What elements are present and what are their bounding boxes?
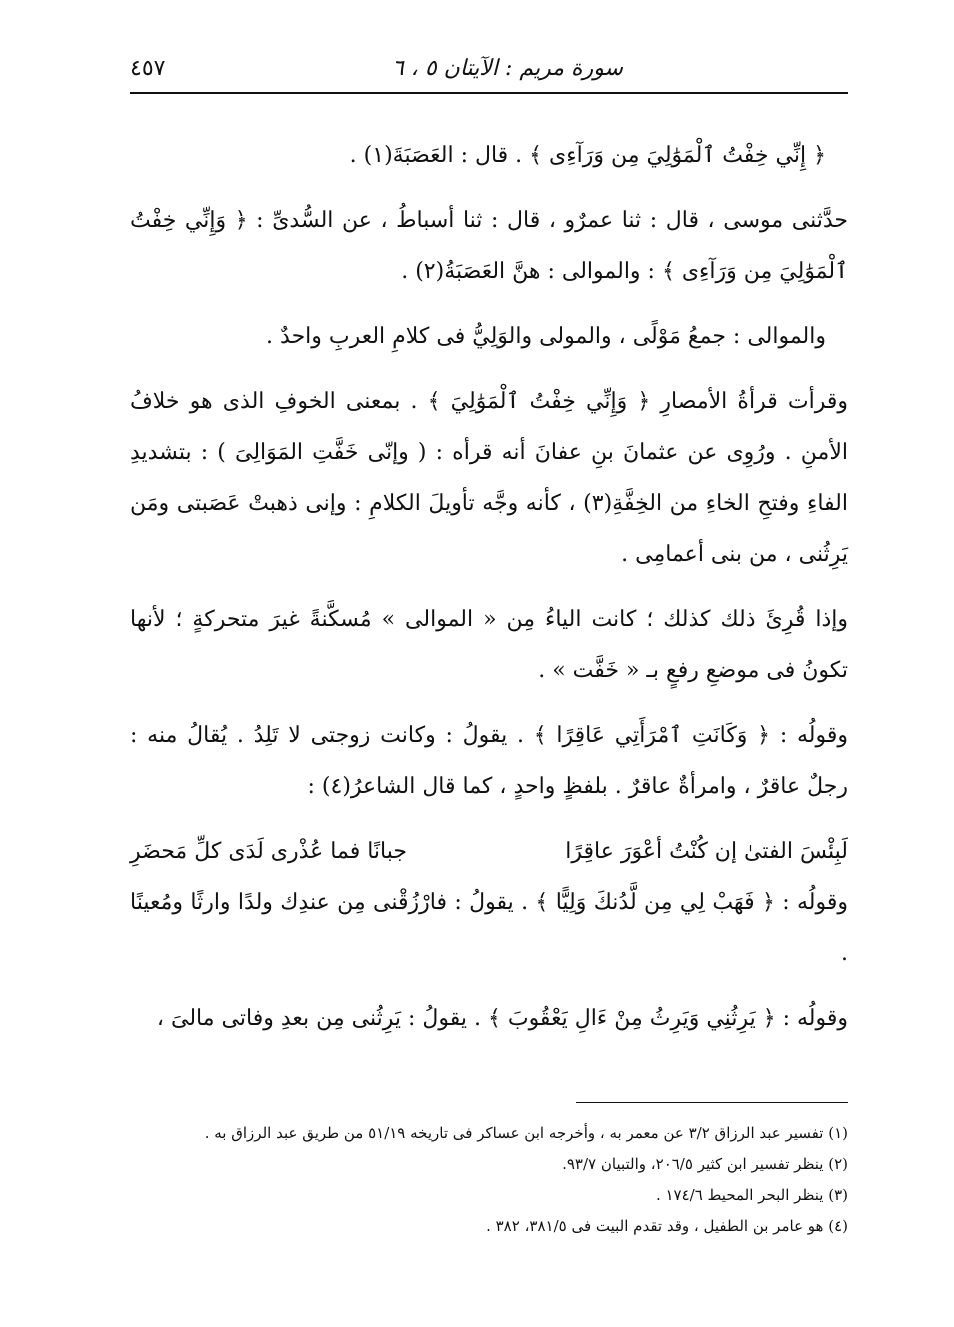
book-page — [130, 52, 848, 1292]
poetry-verse — [130, 826, 848, 877]
footnote-2: (٢) ينظر تفسير ابن كثير ٢٠٦/٥، والتبيان ٩٣/٧. — [562, 1155, 848, 1173]
paragraph-4: وقرأت قرأةُ الأمصارِ ﴿ وَإِنِّي خِفْتُ ٱلْمَوَٰلِيَ ﴾ . بمعنى الخوفِ الذى هو خلافُ الأمنِ . ورُوِى عن عثمانَ بنِ عفانَ أنه قرأه : ( وإنّى خَفَّتِ المَوَالِىَ ) : بتشديدِ الفاءِ وفتحِ الخاءِ من الخِفَّةِ(٣) ، كأنه وجَّه تأويلَ الكلامِ : وإنى ذهبتْ عَصَبتى ومَن يَرِثُنى ، من بنى أعمامِى . — [130, 389, 848, 567]
page-header — [130, 52, 848, 94]
paragraph-1: ﴿ إِنِّي خِفْتُ ٱلْمَوَٰلِيَ مِن وَرَآءِى ﴾ . قال : العَصَبَةَ(١) . — [349, 143, 826, 168]
page-number: ٤٥٧ — [130, 56, 166, 81]
footnote-3: (٣) ينظر البحر المحيط ١٧٤/٦ . — [655, 1186, 848, 1204]
verse-right-hemistich: لَبِئْسَ الفتىٰ إن كُنْتُ أعْوَرَ عاقِرًا — [565, 839, 848, 864]
footnotes — [130, 1118, 848, 1242]
paragraph-7: وقولُه : ﴿ فَهَبْ لِي مِن لَّدُنكَ وَلِيًّا ﴾ . يقولُ : فارْزُقْنى مِن عندِك ولدًا وارثًا ومُعينًا . — [130, 890, 848, 966]
footnote-separator — [576, 1102, 848, 1103]
footnote-4: (٤) هو عامر بن الطفيل ، وقد تقدم البيت فى ٣٨١/٥، ٣٨٢ . — [486, 1217, 848, 1235]
footnote-1: (١) تفسير عبد الرزاق ٣/٢ عن معمر به ، وأخرجه ابن عساكر فى تاريخه ٥١/١٩ من طريق عبد الرزاق به . — [204, 1124, 848, 1142]
paragraph-5: وإذا قُرِئَ ذلك كذلك ؛ كانت الياءُ مِن « الموالى » مُسكَّنةً غيرَ متحركةٍ ؛ لأنها تكونُ فى موضعِ رفعٍ بـ « خَفَّت » . — [130, 607, 848, 683]
verse-left-hemistich: جبانًا فما عُذْرى لَدَى كلِّ مَحضَرِ — [130, 839, 407, 864]
paragraph-3: والموالى : جمعُ مَوْلًى ، والمولى والوَلِيُّ فى كلامِ العربِ واحدٌ . — [266, 324, 826, 349]
paragraph-2: حدَّثنى موسى ، قال : ثنا عمرٌو ، قال : ثنا أسباطُ ، عن السُّدىِّ : ﴿ وَإِنِّي خِفْتُ ٱلْمَوَٰلِيَ مِن وَرَآءِى ﴾ : والموالى : هنَّ العَصَبَةُ(٢) . — [130, 208, 848, 284]
main-text — [130, 130, 848, 1058]
paragraph-8: وقولُه : ﴿ يَرِثُنِي وَيَرِثُ مِنْ ءَالِ يَعْقُوبَ ﴾ . يقولُ : يَرِثُنى مِن بعدِ وفاتى مالىَ ، — [156, 1006, 848, 1031]
running-title: سورة مريم : الآيتان ٥ ، ٦ — [391, 56, 623, 81]
paragraph-6: وقولُه : ﴿ وَكَانَتِ ٱمْرَأَتِي عَاقِرًا ﴾ . يقولُ : وكانت زوجتى لا تَلِدُ . يُقالُ منه : رجلٌ عاقرٌ ، وامرأةٌ عاقرٌ . بلفظٍ واحدٍ ، كما قال الشاعرُ(٤) : — [130, 723, 848, 799]
